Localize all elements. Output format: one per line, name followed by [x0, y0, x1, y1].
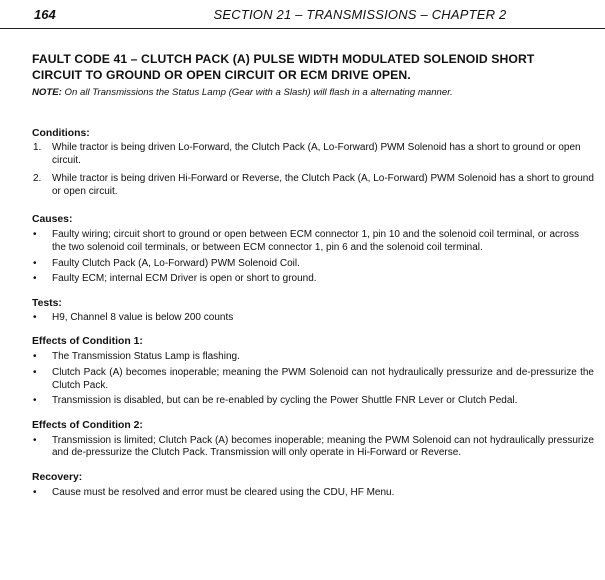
list-item-text: Faulty ECM; internal ECM Driver is open or short to ground.	[52, 273, 317, 285]
page-content	[32, 51, 594, 500]
page-header	[0, 0, 605, 29]
tests-heading: Tests:	[32, 297, 62, 309]
list-item	[32, 487, 594, 500]
bullet: •	[33, 257, 37, 269]
causes-section	[32, 213, 594, 285]
bullet: •	[33, 229, 37, 241]
list-item-text: Transmission is limited; Clutch Pack (A) becomes inoperable; meaning the PWM Solenoid can not hydraulically pressurize and de-pressurize the Clutch Pack. Transmission will only operate in Hi-Forward or Reverse.	[52, 434, 594, 459]
bullet: •	[33, 366, 37, 378]
list-item-text: Cause must be resolved and error must be cleared using the CDU, HF Menu.	[52, 486, 395, 498]
bullet: •	[33, 486, 37, 498]
bullet: •	[33, 395, 37, 407]
list-item	[32, 173, 594, 198]
list-item-text: While tractor is being driven Lo-Forward, the Clutch Pack (A, Lo-Forward) PWM Solenoid has a short to ground or open circuit.	[52, 142, 581, 166]
list-item	[32, 312, 594, 325]
list-item	[32, 142, 594, 167]
tests-section	[32, 297, 594, 325]
list-item	[32, 229, 594, 254]
causes-heading: Causes:	[32, 214, 73, 226]
note-label: NOTE:	[32, 87, 62, 98]
bullet: •	[33, 311, 37, 323]
list-item	[32, 351, 594, 364]
list-item-text: The Transmission Status Lamp is flashing.	[52, 351, 240, 363]
effects2-heading: Effects of Condition 2:	[32, 419, 143, 431]
fault-title-line1: FAULT CODE 41 – CLUTCH PACK (A) PULSE WIDTH MODULATED SOLENOID SHORT	[32, 52, 535, 66]
list-item	[32, 395, 594, 408]
list-item-text: While tractor is being driven Hi-Forward or Reverse, the Clutch Pack (A, Lo-Forward) PWM Solenoid has a short to ground or open circuit.	[52, 173, 594, 197]
conditions-section	[32, 127, 594, 198]
effects1-section	[32, 335, 594, 407]
bullet: •	[33, 434, 37, 446]
list-item	[32, 367, 594, 392]
list-item	[32, 273, 594, 286]
list-item	[32, 435, 594, 460]
section-title: SECTION 21 – TRANSMISSIONS – CHAPTER 2	[213, 7, 507, 22]
list-item	[32, 258, 594, 271]
note-text: On all Transmissions the Status Lamp (Gear with a Slash) will flash in a alternating manner.	[61, 87, 453, 98]
list-item-text: Faulty Clutch Pack (A, Lo-Forward) PWM Solenoid Coil.	[52, 257, 300, 269]
effects1-heading: Effects of Condition 1:	[32, 336, 143, 348]
list-marker: 1.	[33, 142, 42, 153]
list-item-text: H9, Channel 8 value is below 200 counts	[52, 311, 234, 323]
fault-title-line2: CIRCUIT TO GROUND OR OPEN CIRCUIT OR ECM DRIVE OPEN.	[32, 68, 411, 82]
list-marker: 2.	[33, 173, 42, 185]
list-item-text: Clutch Pack (A) becomes inoperable; meaning the PWM Solenoid can not hydraulically pressurize and de-pressurize the Clutch Pack.	[52, 366, 594, 391]
list-item-text: Faulty wiring; circuit short to ground or open between ECM connector 1, pin 10 and the solenoid coil terminal, or across the two solenoid coil terminals, or between ECM connector 1, pin 6 and the solenoid coil terminal.	[52, 229, 579, 253]
fault-title	[32, 51, 594, 83]
note	[32, 86, 594, 99]
conditions-heading: Conditions:	[32, 128, 90, 139]
list-item-text: Transmission is disabled, but can be re-enabled by cycling the Power Shuttle FNR Lever or Clutch Pedal.	[52, 395, 518, 407]
bullet: •	[33, 273, 37, 285]
effects2-section	[32, 419, 594, 460]
bullet: •	[33, 351, 37, 363]
recovery-heading: Recovery:	[32, 471, 83, 483]
recovery-section	[32, 471, 594, 500]
page-number: 164	[34, 7, 56, 22]
